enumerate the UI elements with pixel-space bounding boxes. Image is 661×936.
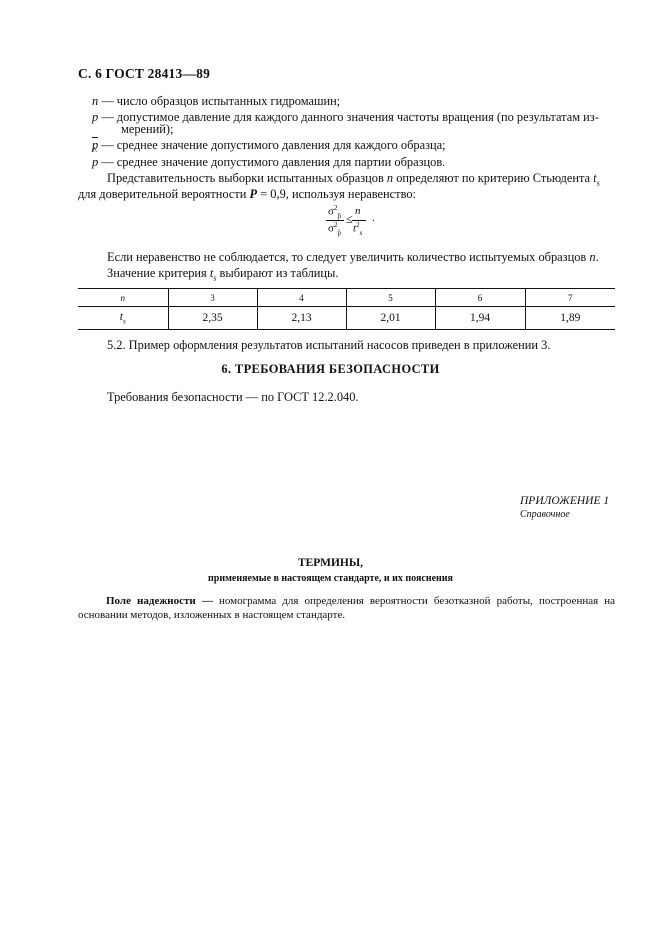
- appendix-title: ТЕРМИНЫ,: [297, 557, 364, 569]
- formula-end: .: [372, 212, 375, 224]
- para1-P: P: [249, 187, 258, 201]
- table-header-row: [78, 289, 615, 307]
- term-name: Поле надежности —: [106, 595, 213, 607]
- appendix-subtitle: применяемые в настоящем стандарте, и их пояснения: [208, 573, 453, 584]
- inequality-formula: [310, 204, 380, 244]
- formula-den-left: [328, 221, 341, 237]
- legend-phat-symbol: ^ p: [92, 154, 98, 170]
- legend-n: [92, 93, 340, 109]
- para-5-2: 5.2. Пример оформления результатов испытаний насосов приведен в приложении 3.: [107, 338, 551, 352]
- formula-sub-bottom: p̂: [337, 228, 341, 237]
- table-cell: 2,35: [168, 307, 257, 330]
- formula-t: t: [353, 222, 357, 235]
- formula-t-sub: s: [359, 228, 363, 237]
- table-row-label-t: t: [119, 310, 123, 323]
- para2-line1: [107, 249, 599, 265]
- table-row-label-sub: s: [122, 317, 126, 326]
- table-header-cell: 4: [257, 289, 346, 307]
- legend-pbar-text: — среднее значение допустимого давления для каждого образца;: [101, 138, 446, 152]
- appendix-type: Справочное: [520, 509, 570, 520]
- table-header-n-label: n: [120, 292, 125, 303]
- para2-text-a: Если неравенство не соблюдается, то следует увеличить количество испытуемых образцов: [107, 250, 587, 264]
- legend-n-text: — число образцов испытанных гидромашин;: [101, 94, 341, 108]
- table-cell: 2,01: [346, 307, 435, 330]
- table-header-n: [78, 289, 168, 307]
- legend-pbar-symbol: p: [92, 138, 99, 152]
- table-row-label: [78, 307, 168, 330]
- para2-t: t: [209, 266, 214, 280]
- term-definition: [78, 594, 615, 622]
- table-header-cell: 7: [525, 289, 615, 307]
- legend-pbar: [92, 137, 446, 153]
- para1-text-c: для доверительной вероятности: [78, 187, 247, 201]
- para1-line2: [78, 186, 416, 202]
- appendix-label-block: [520, 494, 609, 522]
- section-6-text: Требования безопасности — по ГОСТ 12.2.040.: [107, 390, 359, 404]
- para1-text-b: определяют по критерию Стьюдента: [396, 171, 591, 185]
- para2-t-sub: s: [213, 273, 217, 283]
- legend-n-symbol: n: [92, 94, 99, 108]
- legend-p-text: — допустимое давление для каждого данного значения частоты вращения (по результатам из-: [101, 110, 599, 124]
- legend-p-symbol: p: [92, 110, 99, 124]
- formula-num-right: n: [355, 205, 361, 217]
- para2-n: n: [589, 250, 596, 264]
- appendix-title-block: [0, 556, 661, 586]
- student-criterion-table: [78, 288, 615, 330]
- formula-t-sup: 2: [356, 221, 360, 229]
- para2-line2: [107, 265, 338, 286]
- para2-text-b: Значение критерия: [107, 266, 207, 280]
- para1-t: t: [593, 171, 597, 185]
- legend-p-cont: мерений);: [121, 122, 174, 136]
- table-header-cell: 3: [168, 289, 257, 307]
- para1-text-d: = 0,9, используя неравенство:: [260, 187, 416, 201]
- formula-num-left: [328, 204, 341, 220]
- term-text: номограмма для определения вероятности безотказной работы, построенная на основании методов, изложенных в настоящем стандарте.: [78, 595, 616, 621]
- appendix-label: ПРИЛОЖЕНИЕ 1: [520, 495, 610, 507]
- page-header: С. 6 ГОСТ 28413—89: [78, 66, 211, 81]
- formula-den-right: [353, 221, 362, 237]
- formula-sup-bottom: 2: [333, 221, 338, 229]
- para1-t-sub: s: [596, 178, 600, 188]
- formula-relation: ≤: [346, 212, 353, 226]
- formula-sup-top: 2: [333, 204, 338, 212]
- section-6-title: 6. ТРЕБОВАНИЯ БЕЗОПАСНОСТИ: [221, 362, 440, 376]
- legend-phat: [92, 154, 445, 170]
- para2-end: .: [595, 250, 599, 264]
- formula-sub-top: p̄: [337, 211, 341, 220]
- para2-text-c: выбирают из таблицы.: [219, 266, 339, 280]
- table-cell: 1,89: [525, 307, 615, 330]
- table-row: [78, 307, 615, 330]
- para1-text-a: Представительность выборки испытанных образцов: [107, 171, 384, 185]
- table-cell: 2,13: [257, 307, 346, 330]
- formula-sigma-bottom: σ: [328, 222, 334, 235]
- table-cell: 1,94: [435, 307, 525, 330]
- para1-n: n: [386, 171, 394, 185]
- formula-sigma-top: σ: [328, 205, 334, 218]
- table-header-cell: 6: [435, 289, 525, 307]
- table-header-cell: 5: [346, 289, 435, 307]
- legend-phat-text: — среднее значение допустимого давления для партии образцов.: [101, 155, 446, 169]
